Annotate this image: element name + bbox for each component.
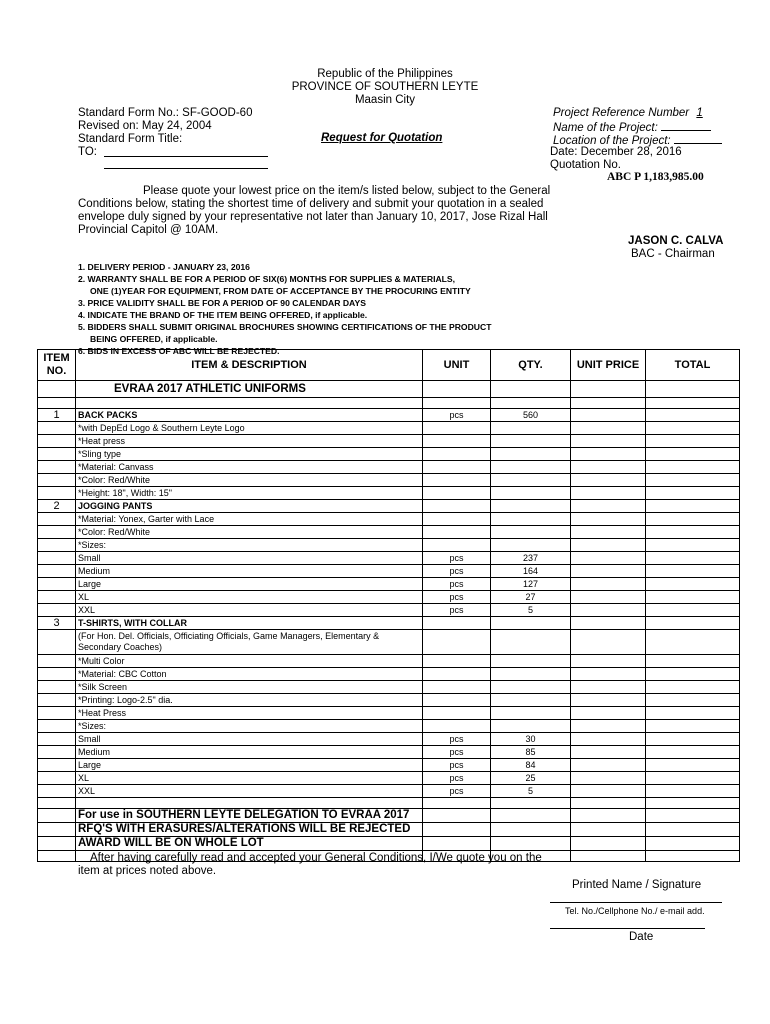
total-cell	[646, 435, 740, 448]
condition-item: BEING OFFERED, if applicable.	[90, 334, 218, 344]
description-cell: Large	[76, 578, 423, 591]
table-row	[38, 772, 740, 785]
item-no-cell	[38, 461, 76, 474]
item-no-cell	[38, 448, 76, 461]
table-row	[38, 694, 740, 707]
item-no-cell	[38, 668, 76, 681]
unit-price-cell	[571, 500, 646, 513]
description-cell: *with DepEd Logo & Southern Leyte Logo	[76, 422, 423, 435]
total-cell	[646, 694, 740, 707]
unit-price-cell	[571, 668, 646, 681]
description-cell: (For Hon. Del. Officials, Officiating Officials, Game Managers, Elementary & Secondary Coaches)	[76, 630, 423, 655]
footer-note: For use in SOUTHERN LEYTE DELEGATION TO EVRAA 2017	[76, 809, 423, 823]
item-no-cell	[38, 539, 76, 552]
table-row	[38, 785, 740, 798]
unit-cell: pcs	[423, 759, 491, 772]
item-no-cell	[38, 733, 76, 746]
footer-row	[38, 837, 740, 851]
total-cell	[646, 720, 740, 733]
item-no-cell	[38, 655, 76, 668]
unit-price-cell	[571, 552, 646, 565]
qty-cell: 30	[491, 733, 571, 746]
description-cell: *Heat press	[76, 435, 423, 448]
item-no-cell	[38, 422, 76, 435]
item-no-cell	[38, 720, 76, 733]
signatory-name: JASON C. CALVA	[628, 235, 724, 247]
unit-cell	[423, 630, 491, 655]
printed-name-label: Printed Name / Signature	[572, 879, 702, 891]
unit-price-cell	[571, 422, 646, 435]
description-cell: Small	[76, 733, 423, 746]
project-ref-label: Project Reference Number	[553, 107, 690, 119]
table-row	[38, 513, 740, 526]
project-name-label: Name of the Project:	[553, 122, 658, 134]
qty-cell: 85	[491, 746, 571, 759]
description-cell: *Printing: Logo-2.5" dia.	[76, 694, 423, 707]
description-cell: Medium	[76, 746, 423, 759]
header-republic: Republic of the Philippines	[317, 68, 453, 80]
unit-cell: pcs	[423, 746, 491, 759]
unit-price-cell	[571, 746, 646, 759]
item-no-cell	[38, 604, 76, 617]
table-row	[38, 448, 740, 461]
qty-cell	[491, 694, 571, 707]
col-qty: QTY.	[491, 350, 571, 381]
qty-cell: 27	[491, 591, 571, 604]
col-total: TOTAL	[646, 350, 740, 381]
table-row	[38, 539, 740, 552]
description-cell: XXL	[76, 785, 423, 798]
item-no-cell	[38, 681, 76, 694]
qty-cell	[491, 435, 571, 448]
unit-cell	[423, 617, 491, 630]
items-table	[37, 349, 740, 862]
item-no-cell	[38, 513, 76, 526]
total-cell	[646, 487, 740, 500]
unit-cell	[423, 668, 491, 681]
description-cell: *Height: 18", Width: 15"	[76, 487, 423, 500]
to-line-1	[104, 156, 268, 157]
unit-price-cell	[571, 694, 646, 707]
revised-on: Revised on: May 24, 2004	[78, 120, 212, 132]
qty-cell	[491, 500, 571, 513]
condition-item: 2. WARRANTY SHALL BE FOR A PERIOD OF SIX(6) MONTHS FOR SUPPLIES & MATERIALS,	[78, 274, 456, 284]
table-row	[38, 487, 740, 500]
unit-cell	[423, 720, 491, 733]
unit-cell: pcs	[423, 578, 491, 591]
col-unit: UNIT	[423, 350, 491, 381]
description-cell: *Heat Press	[76, 707, 423, 720]
unit-cell	[423, 655, 491, 668]
table-row	[38, 720, 740, 733]
section-title: EVRAA 2017 ATHLETIC UNIFORMS	[76, 381, 423, 398]
description-cell: *Material: CBC Cotton	[76, 668, 423, 681]
total-cell	[646, 448, 740, 461]
unit-price-cell	[571, 435, 646, 448]
qty-cell: 84	[491, 759, 571, 772]
item-no-cell	[38, 785, 76, 798]
unit-cell: pcs	[423, 409, 491, 422]
table-row	[38, 681, 740, 694]
total-cell	[646, 655, 740, 668]
unit-price-cell	[571, 630, 646, 655]
unit-cell	[423, 422, 491, 435]
unit-price-cell	[571, 409, 646, 422]
conditions-list	[78, 261, 491, 357]
intro-line-2: Conditions below, stating the shortest time of delivery and submit your quotation in a sealed	[78, 198, 544, 210]
description-cell: *Sizes:	[76, 720, 423, 733]
unit-price-cell	[571, 487, 646, 500]
qty-cell	[491, 681, 571, 694]
unit-cell: pcs	[423, 591, 491, 604]
table-row	[38, 526, 740, 539]
table-row	[38, 500, 740, 513]
date-signature-line	[550, 928, 705, 929]
unit-price-cell	[571, 513, 646, 526]
form-title: Request for Quotation	[321, 132, 443, 144]
project-location-row	[553, 133, 722, 147]
unit-price-cell	[571, 448, 646, 461]
qty-cell: 164	[491, 565, 571, 578]
project-ref-value: 1	[696, 107, 703, 119]
qty-cell	[491, 474, 571, 487]
unit-cell	[423, 539, 491, 552]
table-row	[38, 422, 740, 435]
qty-cell	[491, 513, 571, 526]
qty-cell	[491, 617, 571, 630]
total-cell	[646, 539, 740, 552]
unit-price-cell	[571, 785, 646, 798]
description-cell: *Color: Red/White	[76, 526, 423, 539]
spacer-row	[38, 798, 740, 809]
unit-cell	[423, 435, 491, 448]
unit-cell	[423, 681, 491, 694]
item-no-cell	[38, 487, 76, 500]
unit-price-cell	[571, 707, 646, 720]
description-cell: Medium	[76, 565, 423, 578]
item-no-cell	[38, 474, 76, 487]
total-cell	[646, 772, 740, 785]
table-row	[38, 474, 740, 487]
date-label: Date	[629, 931, 654, 943]
table-row	[38, 668, 740, 681]
qty-cell	[491, 539, 571, 552]
qty-cell	[491, 655, 571, 668]
unit-cell: pcs	[423, 785, 491, 798]
project-name-row	[553, 120, 711, 134]
condition-item: 6. BIDS IN EXCESS OF ABC WILL BE REJECTED.	[78, 346, 280, 356]
total-cell	[646, 461, 740, 474]
total-cell	[646, 578, 740, 591]
total-cell	[646, 681, 740, 694]
table-row	[38, 746, 740, 759]
total-cell	[646, 707, 740, 720]
total-cell	[646, 474, 740, 487]
table-row	[38, 435, 740, 448]
intro-line-1: Please quote your lowest price on the item/s listed below, subject to the General	[143, 185, 551, 197]
unit-price-cell	[571, 759, 646, 772]
unit-price-cell	[571, 772, 646, 785]
qty-cell: 560	[491, 409, 571, 422]
unit-price-cell	[571, 474, 646, 487]
qty-cell	[491, 461, 571, 474]
table-row	[38, 707, 740, 720]
total-cell	[646, 733, 740, 746]
total-cell	[646, 552, 740, 565]
to-label: TO:	[78, 146, 97, 158]
condition-item: 4. INDICATE THE BRAND OF THE ITEM BEING OFFERED, if applicable.	[78, 310, 368, 320]
qty-cell: 5	[491, 604, 571, 617]
project-location-label: Location of the Project:	[553, 135, 671, 147]
unit-cell	[423, 500, 491, 513]
item-no-cell	[38, 746, 76, 759]
description-cell: JOGGING PANTS	[76, 500, 423, 513]
closing-line-1: After having carefully read and accepted your General Conditions, I/We quote you on the	[90, 852, 542, 864]
unit-cell	[423, 707, 491, 720]
unit-cell	[423, 513, 491, 526]
unit-cell: pcs	[423, 604, 491, 617]
total-cell	[646, 668, 740, 681]
item-no-cell: 3	[38, 617, 76, 630]
description-cell: *Color: Red/White	[76, 474, 423, 487]
project-date: Date: December 28, 2016	[550, 146, 682, 158]
total-cell	[646, 746, 740, 759]
item-no-cell	[38, 552, 76, 565]
table-header-row	[38, 350, 740, 381]
header-city: Maasin City	[354, 94, 416, 106]
intro-line-3: envelope duly signed by your representative not later than January 10, 2017, Jose Rizal Hall	[78, 211, 548, 223]
total-cell	[646, 604, 740, 617]
unit-price-cell	[571, 655, 646, 668]
item-no-cell	[38, 435, 76, 448]
signatory-title: BAC - Chairman	[631, 248, 715, 260]
unit-price-cell	[571, 539, 646, 552]
quotation-no: Quotation No.	[550, 159, 621, 171]
description-cell: Small	[76, 552, 423, 565]
item-no-cell: 1	[38, 409, 76, 422]
description-cell: T-SHIRTS, WITH COLLAR	[76, 617, 423, 630]
condition-item: 1. DELIVERY PERIOD - JANUARY 23, 2016	[78, 262, 250, 272]
table-row	[38, 733, 740, 746]
abc-amount: ABC P 1,183,985.00	[607, 171, 704, 183]
qty-cell	[491, 707, 571, 720]
table-row	[38, 617, 740, 630]
description-cell: XL	[76, 591, 423, 604]
table-row	[38, 591, 740, 604]
total-cell	[646, 630, 740, 655]
description-cell: Large	[76, 759, 423, 772]
description-cell: BACK PACKS	[76, 409, 423, 422]
qty-cell	[491, 422, 571, 435]
unit-price-cell	[571, 681, 646, 694]
qty-cell: 127	[491, 578, 571, 591]
table-row	[38, 604, 740, 617]
unit-price-cell	[571, 591, 646, 604]
qty-cell	[491, 668, 571, 681]
unit-price-cell	[571, 565, 646, 578]
unit-cell	[423, 694, 491, 707]
description-cell: *Multi Color	[76, 655, 423, 668]
unit-cell: pcs	[423, 565, 491, 578]
col-description: ITEM & DESCRIPTION	[76, 350, 423, 381]
table-row	[38, 565, 740, 578]
total-cell	[646, 785, 740, 798]
section-row	[38, 381, 740, 398]
unit-price-cell	[571, 526, 646, 539]
footer-note: RFQ'S WITH ERASURES/ALTERATIONS WILL BE REJECTED	[76, 823, 423, 837]
description-cell: *Sizes:	[76, 539, 423, 552]
description-cell: XL	[76, 772, 423, 785]
total-cell	[646, 409, 740, 422]
total-cell	[646, 526, 740, 539]
qty-cell	[491, 487, 571, 500]
condition-item: 5. BIDDERS SHALL SUBMIT ORIGINAL BROCHURES SHOWING CERTIFICATIONS OF THE PRODUCT	[78, 322, 492, 332]
tel-label: Tel. No./Cellphone No./ e-mail add.	[565, 906, 705, 916]
item-no-cell	[38, 759, 76, 772]
item-no-cell	[38, 630, 76, 655]
qty-cell	[491, 720, 571, 733]
condition-item: ONE (1)YEAR FOR EQUIPMENT, FROM DATE OF ACCEPTANCE BY THE PROCURING ENTITY	[90, 286, 471, 296]
description-cell: *Material: Canvass	[76, 461, 423, 474]
unit-price-cell	[571, 733, 646, 746]
footer-note: AWARD WILL BE ON WHOLE LOT	[76, 837, 423, 851]
description-cell: *Material: Yonex, Garter with Lace	[76, 513, 423, 526]
col-item-no: ITEM NO.	[38, 350, 76, 381]
table-row	[38, 461, 740, 474]
unit-cell: pcs	[423, 772, 491, 785]
qty-cell	[491, 526, 571, 539]
table-row	[38, 630, 740, 655]
unit-price-cell	[571, 578, 646, 591]
description-cell: XXL	[76, 604, 423, 617]
unit-cell	[423, 526, 491, 539]
item-no-cell	[38, 565, 76, 578]
qty-cell	[491, 448, 571, 461]
unit-cell	[423, 461, 491, 474]
item-no-cell	[38, 578, 76, 591]
qty-cell: 237	[491, 552, 571, 565]
item-no-cell	[38, 707, 76, 720]
unit-price-cell	[571, 720, 646, 733]
spacer-row	[38, 398, 740, 409]
unit-price-cell	[571, 461, 646, 474]
total-cell	[646, 422, 740, 435]
unit-price-cell	[571, 617, 646, 630]
description-cell: *Silk Screen	[76, 681, 423, 694]
table-row	[38, 655, 740, 668]
standard-form-title: Standard Form Title:	[78, 133, 183, 145]
unit-cell: pcs	[423, 733, 491, 746]
project-name-blank	[661, 120, 711, 131]
table-row	[38, 578, 740, 591]
total-cell	[646, 500, 740, 513]
qty-cell: 25	[491, 772, 571, 785]
unit-cell	[423, 487, 491, 500]
standard-form-no: Standard Form No.: SF-GOOD-60	[78, 107, 253, 119]
description-cell: *Sling type	[76, 448, 423, 461]
project-location-blank	[674, 133, 722, 144]
unit-cell: pcs	[423, 552, 491, 565]
footer-row	[38, 809, 740, 823]
table-row	[38, 759, 740, 772]
to-line-2	[104, 168, 268, 169]
table-row	[38, 409, 740, 422]
total-cell	[646, 759, 740, 772]
item-no-cell	[38, 591, 76, 604]
header-province: PROVINCE OF SOUTHERN LEYTE	[291, 81, 479, 93]
tel-signature-line	[550, 902, 722, 903]
project-ref-row	[553, 107, 703, 119]
total-cell	[646, 591, 740, 604]
unit-cell	[423, 474, 491, 487]
total-cell	[646, 513, 740, 526]
intro-line-4: Provincial Capitol @ 10AM.	[78, 224, 219, 236]
unit-cell	[423, 448, 491, 461]
total-cell	[646, 565, 740, 578]
total-cell	[646, 617, 740, 630]
footer-row	[38, 823, 740, 837]
item-no-cell	[38, 526, 76, 539]
condition-item: 3. PRICE VALIDITY SHALL BE FOR A PERIOD OF 90 CALENDAR DAYS	[78, 298, 366, 308]
col-unit-price: UNIT PRICE	[571, 350, 646, 381]
qty-cell: 5	[491, 785, 571, 798]
item-no-cell	[38, 772, 76, 785]
item-no-cell	[38, 694, 76, 707]
item-no-cell: 2	[38, 500, 76, 513]
qty-cell	[491, 630, 571, 655]
closing-line-2: item at prices noted above.	[78, 865, 217, 877]
table-row	[38, 552, 740, 565]
item-rows	[38, 409, 740, 798]
unit-price-cell	[571, 604, 646, 617]
